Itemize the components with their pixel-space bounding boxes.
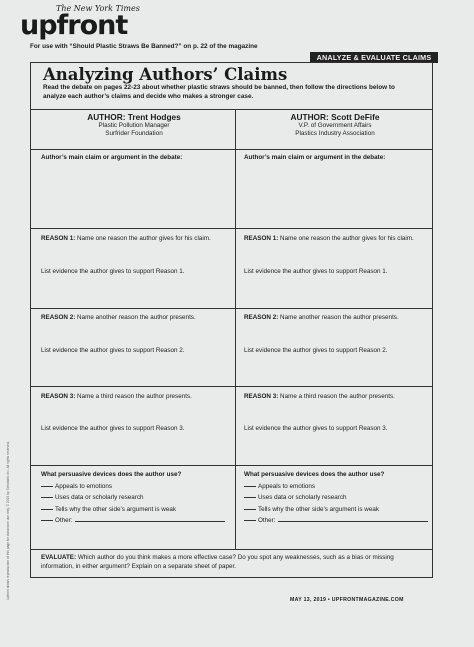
author-name-left: AUTHOR: Trent Hodges (87, 112, 181, 122)
device-option-emotions[interactable] (244, 481, 428, 493)
reason3-evidence-right: List evidence the author gives to support Reason 3. (244, 425, 388, 432)
nyt-label: The New York Times (56, 4, 140, 13)
author-header-left (34, 112, 234, 138)
device-option-data[interactable] (244, 492, 428, 504)
device-option-other[interactable] (41, 515, 225, 527)
author-name-right: AUTHOR: Scott DeFife (290, 112, 380, 122)
use-line: For use with “Should Plastic Straws Be Banned?” on p. 22 of the magazine (30, 43, 258, 50)
reason3-label: REASON 3: (41, 393, 76, 400)
side-credit: Upfront allows reproduction of this page for classroom use only. © 2019 by Scholastic Inc. All rights reserved. (6, 441, 10, 600)
checkbox-blank[interactable] (41, 492, 53, 498)
devices-block-right (244, 470, 428, 527)
device-option-label: Other: (258, 517, 276, 524)
header-rule (31, 149, 432, 150)
checkbox-blank[interactable] (244, 481, 256, 487)
reason3-evidence-left: List evidence the author gives to support Reason 3. (41, 425, 185, 432)
reason1-rule (31, 308, 432, 309)
checkbox-blank[interactable] (41, 515, 53, 521)
device-option-label: Uses data or scholarly research (258, 494, 347, 501)
device-option-other-side[interactable] (41, 504, 225, 516)
worksheet-frame (30, 62, 433, 578)
author-title-left: Plastic Pollution Manager (98, 122, 170, 129)
evaluate-block (41, 554, 423, 571)
table-top-rule (31, 109, 432, 110)
reason1-prompt-right (244, 235, 414, 243)
section-badge: ANALYZE & EVALUATE CLAIMS (310, 52, 438, 63)
reason1-evidence-right: List evidence the author gives to support Reason 1. (244, 268, 388, 275)
reason2-prompt-right (244, 314, 399, 322)
device-option-other[interactable] (244, 515, 428, 527)
devices-question-left: What persuasive devices does the author use? (41, 471, 182, 478)
device-option-label: Appeals to emotions (258, 482, 316, 490)
reason1-evidence-left: List evidence the author gives to support Reason 1. (41, 268, 185, 275)
evaluate-label: EVALUATE: (41, 554, 77, 561)
device-option-label: Tells why the other side’s argument is weak (258, 505, 379, 513)
other-write-in-line[interactable] (75, 516, 225, 522)
reason3-prompt-left (41, 393, 192, 401)
device-option-label: Tells why the other side’s argument is weak (55, 505, 176, 513)
reason2-text: Name another reason the author presents. (280, 314, 399, 321)
checkbox-blank[interactable] (244, 492, 256, 498)
devices-block-left (41, 470, 225, 527)
checkbox-blank[interactable] (244, 504, 256, 510)
reason1-text: Name one reason the author gives for his claim. (77, 235, 211, 242)
reason2-evidence-left: List evidence the author gives to support Reason 2. (41, 347, 185, 354)
devices-rule (31, 549, 432, 550)
main-claim-label-right: Author’s main claim or argument in the debate: (244, 154, 386, 161)
devices-question-right: What persuasive devices does the author use? (244, 471, 385, 478)
checkbox-blank[interactable] (41, 504, 53, 510)
reason3-label: REASON 3: (244, 393, 279, 400)
other-write-in-line[interactable] (278, 516, 428, 522)
checkbox-blank[interactable] (244, 515, 256, 521)
reason2-label: REASON 2: (244, 314, 279, 321)
column-divider (235, 109, 236, 549)
author-org-right: Plastics Industry Association (295, 130, 375, 137)
reason3-prompt-right (244, 393, 395, 401)
brand-logo: upfront (20, 10, 128, 41)
reason3-text: Name a third reason the author presents. (77, 393, 192, 400)
reason2-text: Name another reason the author presents. (77, 314, 196, 321)
page-title: Analyzing Authors’ Claims (43, 65, 288, 84)
page-footer: MAY 13, 2019 • UPFRONTMAGAZINE.COM (290, 597, 404, 603)
reason2-label: REASON 2: (41, 314, 76, 321)
author-title-right: V.P. of Government Affairs (298, 122, 372, 129)
reason1-label: REASON 1: (41, 235, 76, 242)
reason3-rule (31, 465, 432, 466)
reason2-prompt-left (41, 314, 196, 322)
reason1-prompt-left (41, 235, 211, 243)
device-option-label: Appeals to emotions (55, 482, 113, 490)
device-option-label: Other: (55, 517, 73, 524)
reason2-evidence-right: List evidence the author gives to support Reason 2. (244, 347, 388, 354)
evaluate-text: Which author do you think makes a more effective case? Do you spot any weaknesses, such as a bias or missing information, in either argument? Explain on a separate sheet of paper. (41, 554, 394, 570)
instructions: Read the debate on pages 22-23 about whether plastic straws should be banned, then follow the directions below to analyze each author’s claims and decide who makes a stronger case. (43, 84, 395, 100)
device-option-data[interactable] (41, 492, 225, 504)
reason2-rule (31, 386, 432, 387)
author-header-right (235, 112, 435, 138)
reason1-text: Name one reason the author gives for his claim. (280, 235, 414, 242)
reason1-label: REASON 1: (244, 235, 279, 242)
device-option-other-side[interactable] (244, 504, 428, 516)
main-claim-label-left: Author’s main claim or argument in the debate: (41, 154, 183, 161)
device-option-label: Uses data or scholarly research (55, 494, 144, 501)
author-org-left: Surfrider Foundation (105, 130, 163, 137)
claim-rule (31, 228, 432, 229)
device-option-emotions[interactable] (41, 481, 225, 493)
reason3-text: Name a third reason the author presents. (280, 393, 395, 400)
checkbox-blank[interactable] (41, 481, 53, 487)
